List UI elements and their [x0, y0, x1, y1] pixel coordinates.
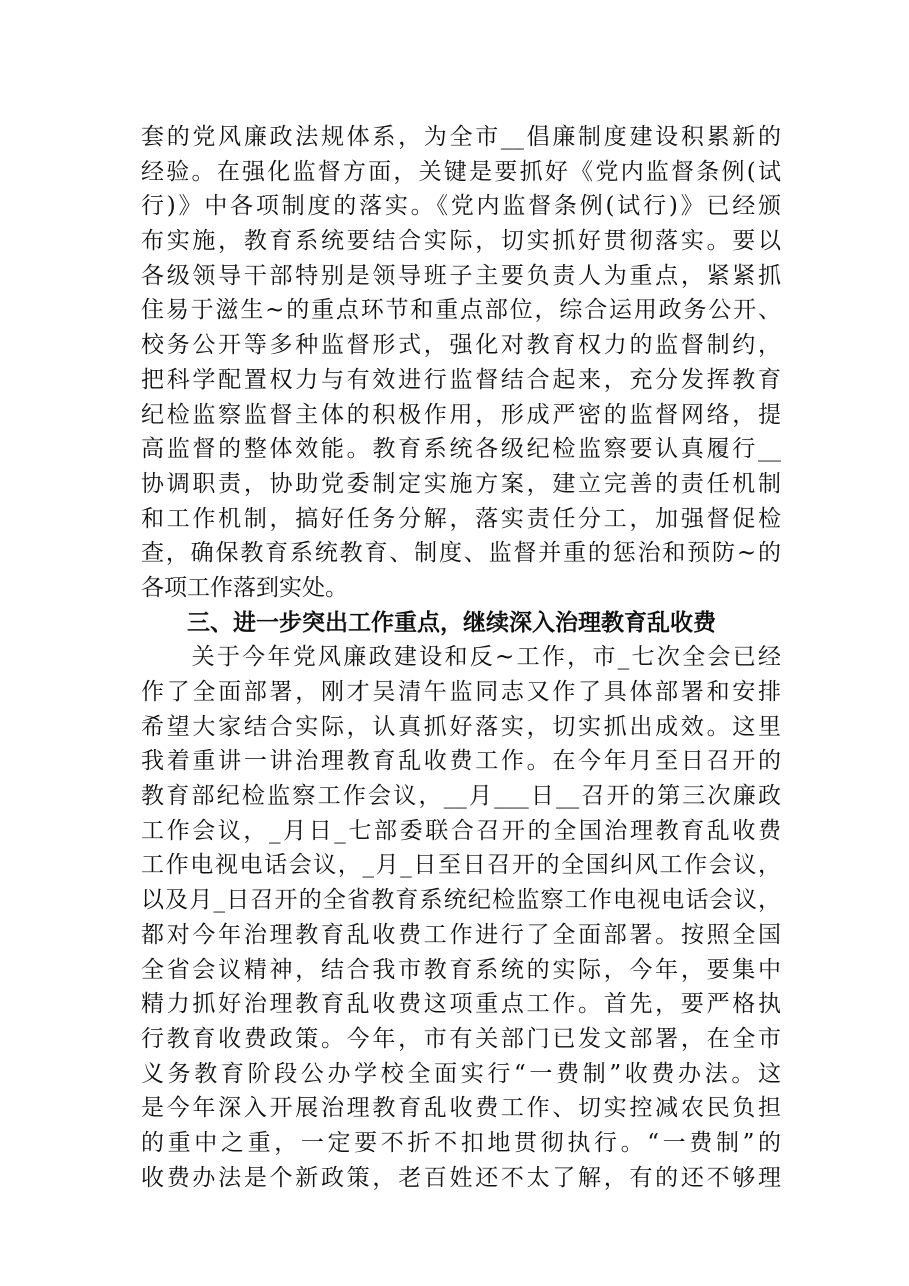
text-line: 把科学配置权力与有效进行监督结合起来，充分发挥教育	[141, 366, 781, 393]
text-line: 和工作机制，搞好任务分解，落实责任分工，加强督促检	[141, 505, 781, 532]
text-line: 作了全面部署，刚才吴清午监同志又作了具体部署和安排	[141, 679, 781, 705]
text-line: 以及月_日召开的全省教育系统纪检监察工作电视电话会议，	[141, 887, 781, 914]
text-line: 校务公开等多种监督形式，强化对教育权力的监督制约，	[141, 332, 781, 359]
text-line: 的重中之重，一定要不折不扣地贯彻执行。“一费制”的	[141, 1129, 781, 1156]
text-line: 纪检监察监督主体的积极作用，形成严密的监督网络，提	[141, 401, 781, 428]
text-line: 协调职责，协助党委制定实施方案，建立完善的责任机制	[141, 470, 781, 497]
text-line: 精力抓好治理教育乱收费这项重点工作。首先，要严格执	[141, 991, 781, 1018]
section-heading: 三、进一步突出工作重点，继续深入治理教育乱收费	[187, 609, 716, 636]
text-line: 各级领导干部特别是领导班子主要负责人为重点，紧紧抓	[141, 262, 781, 289]
text-line: 住易于滋生~的重点环节和重点部位，综合运用政务公开、	[141, 297, 781, 324]
text-line: 教育部纪检监察工作会议，__月___日__召开的第三次廉政	[141, 783, 781, 810]
text-line: 我着重讲一讲治理教育乱收费工作。在今年月至日召开的	[141, 748, 781, 775]
text-line: 查，确保教育系统教育、制度、监督并重的惩治和预防~的	[141, 540, 781, 567]
text-line: 希望大家结合实际，认真抓好落实，切实抓出成效。这里	[141, 713, 781, 740]
text-line: 关于今年党风廉政建设和反~工作，市_七次全会已经	[141, 644, 781, 671]
body-text	[141, 120, 781, 1195]
text-line: 义务教育阶段公办学校全面实行“一费制”收费办法。这	[141, 1060, 781, 1087]
text-line: 经验。在强化监督方面，关键是要抓好《党内监督条例(试	[141, 158, 781, 185]
text-line: 工作电视电话会议，_月_日至日召开的全国纠风工作会议，	[141, 852, 781, 879]
text-line: 行)》中各项制度的落实。《党内监督条例(试行)》已经颁	[141, 193, 781, 220]
text-line: 都对今年治理教育乱收费工作进行了全面部署。按照全国	[141, 921, 781, 948]
text-line: 收费办法是个新政策，老百姓还不太了解，有的还不够理	[141, 1164, 781, 1191]
text-line: 工作会议，_月日_七部委联合召开的全国治理教育乱收费	[141, 817, 781, 844]
text-line: 全省会议精神，结合我市教育系统的实际，今年，要集中	[141, 956, 781, 983]
text-line: 高监督的整体效能。教育系统各级纪检监察要认真履行__	[141, 436, 781, 463]
text-line: 行教育收费政策。今年，市有关部门已发文部署，在全市	[141, 1025, 781, 1052]
text-line: 各项工作落到实处。	[141, 574, 348, 601]
text-line: 是今年深入开展治理教育乱收费工作、切实控减农民负担	[141, 1095, 781, 1122]
text-line: 布实施，教育系统要结合实际，切实抓好贯彻落实。要以	[141, 228, 781, 255]
text-line: 套的党风廉政法规体系，为全市__倡廉制度建设积累新的	[141, 124, 781, 150]
